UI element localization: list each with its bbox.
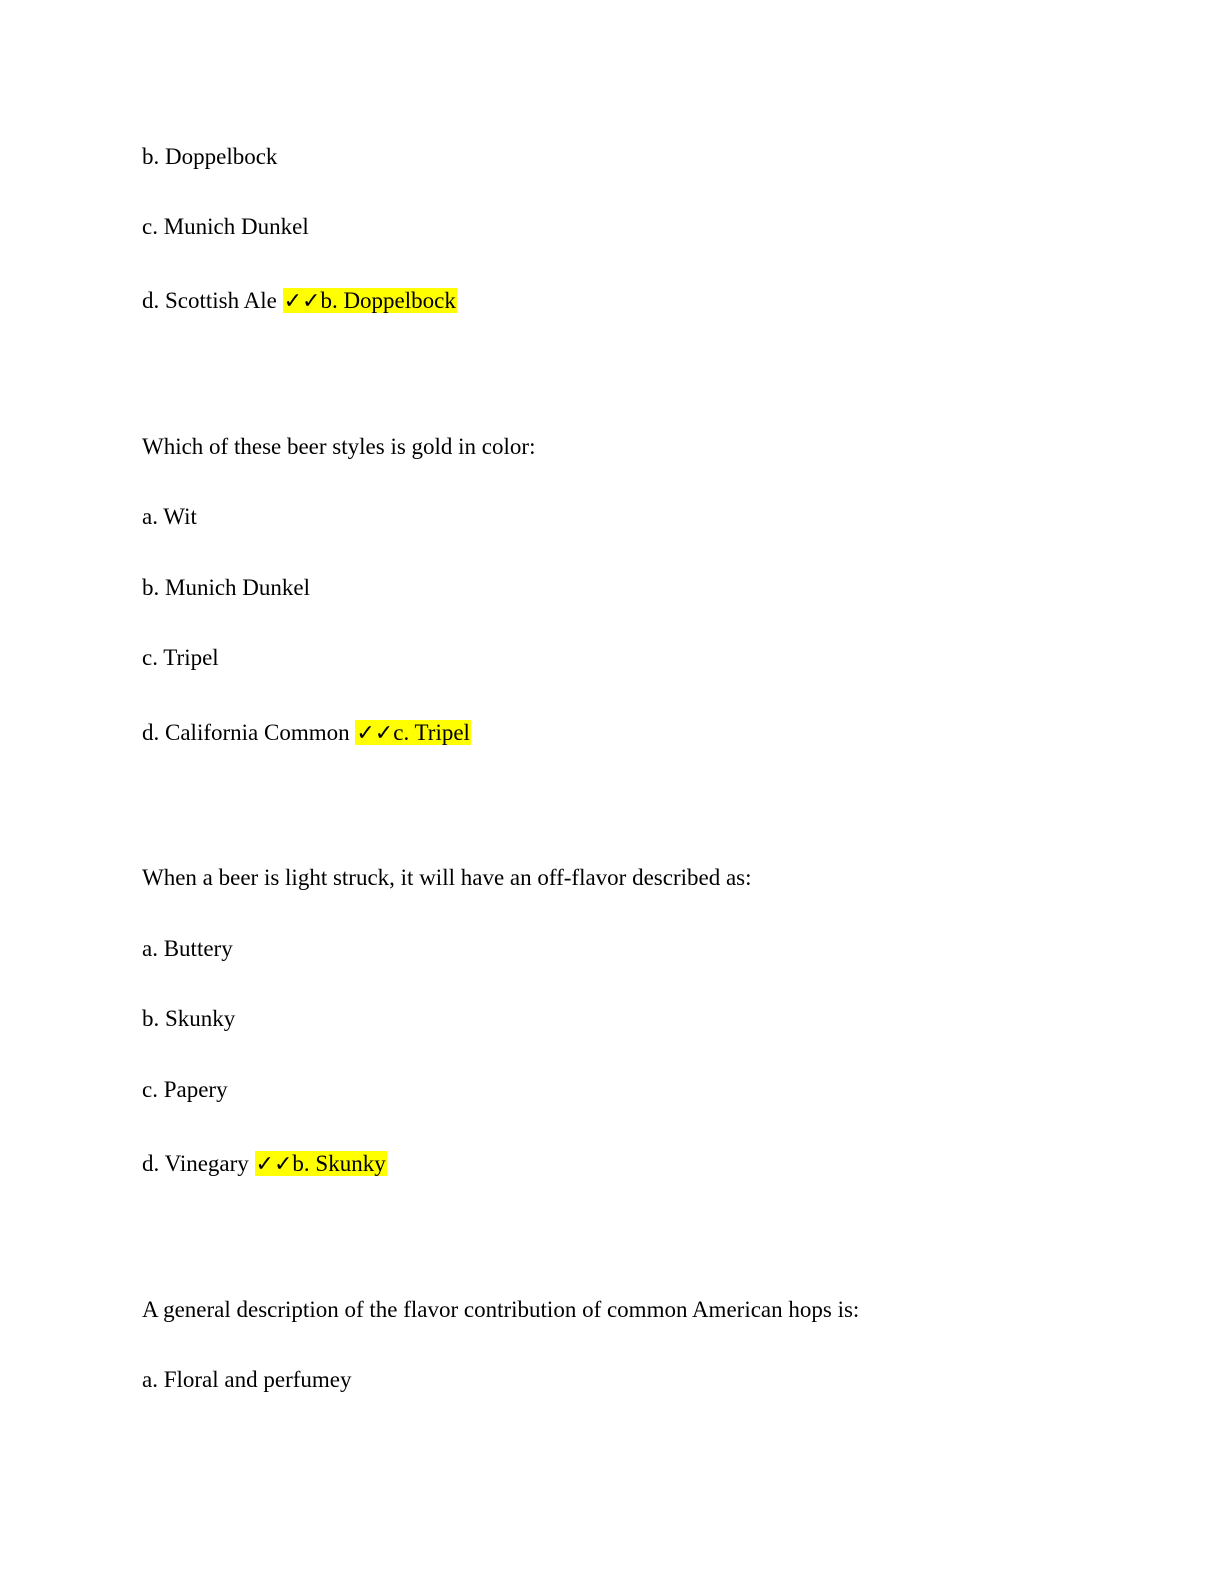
option-b: b. Doppelbock	[142, 144, 278, 169]
option-d: d. California Common	[142, 720, 350, 745]
double-check-icon: ✓✓	[255, 1152, 293, 1177]
double-check-icon: ✓✓	[283, 289, 321, 314]
option-d: d. Scottish Ale	[142, 288, 277, 313]
option-a: a. Floral and perfumey	[142, 1367, 352, 1392]
option-b: b. Skunky	[142, 1006, 236, 1031]
option-d-with-answer	[142, 719, 471, 748]
option-b: b. Munich Dunkel	[142, 575, 311, 600]
option-d-with-answer	[142, 1150, 387, 1179]
answer-highlight	[283, 288, 457, 313]
option-d: d. Vinegary	[142, 1151, 249, 1176]
option-d-with-answer	[142, 287, 457, 316]
answer-text: b. Skunky	[292, 1151, 386, 1176]
option-c: c. Papery	[142, 1077, 228, 1102]
option-a: a. Buttery	[142, 936, 233, 961]
option-a: a. Wit	[142, 504, 197, 529]
answer-text: c. Tripel	[393, 720, 470, 745]
option-c: c. Munich Dunkel	[142, 214, 309, 239]
question-text: Which of these beer styles is gold in color:	[142, 434, 536, 459]
answer-highlight	[255, 1151, 387, 1176]
double-check-icon: ✓✓	[356, 721, 394, 746]
question-text: A general description of the flavor contribution of common American hops is:	[142, 1297, 860, 1322]
option-c: c. Tripel	[142, 645, 219, 670]
question-text: When a beer is light struck, it will have an off-flavor described as:	[142, 865, 752, 890]
answer-highlight	[355, 720, 471, 745]
answer-text: b. Doppelbock	[320, 288, 456, 313]
